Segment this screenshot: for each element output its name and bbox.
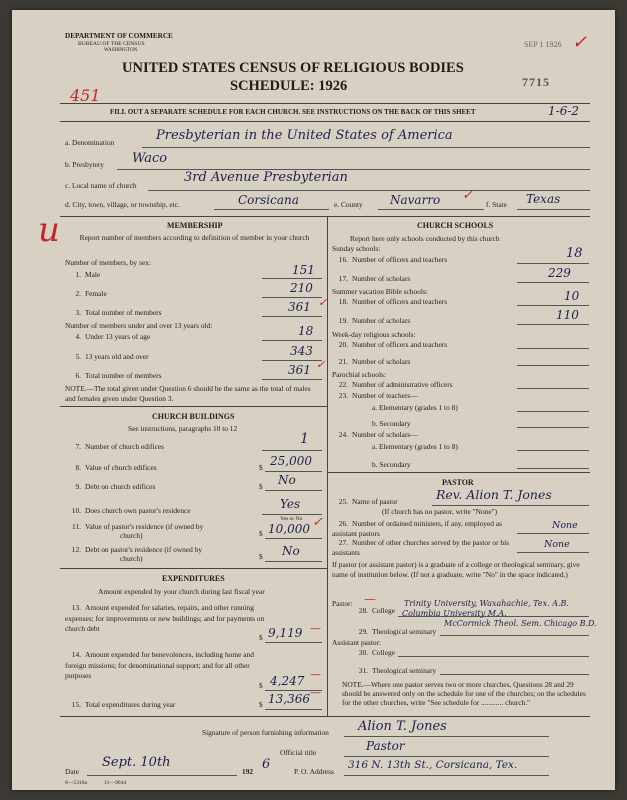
expenditures-instruction: Amount expended by your church during last fiscal year <box>98 587 265 596</box>
label-total-1: Total number of members <box>85 308 162 317</box>
membership-note: NOTE.—The total given under Question 6 should be the same as the total of males and females given under Question 3. <box>65 384 311 403</box>
membership-heading: MEMBERSHIP <box>167 221 223 230</box>
dollar-sign-13: $ <box>259 633 263 642</box>
label-college: College <box>372 606 395 615</box>
value-male: 151 <box>292 263 315 277</box>
instructions-line: FILL OUT A SEPARATE SCHEDULE FOR EACH CHURCH. SEE INSTRUCTIONS ON THE BACK OF THIS SHEET <box>110 108 476 116</box>
value-female: 210 <box>290 281 313 295</box>
residence-check: ✓ <box>312 515 323 530</box>
label-q21: Number of scholars <box>352 357 411 366</box>
label-edifices: Number of church edifices <box>85 442 165 451</box>
value-presbytery: Waco <box>132 151 168 166</box>
value-city: Corsicana <box>238 193 299 207</box>
benevolences-mark: — <box>310 668 321 681</box>
bureau-label: BUREAU OF THE CENSUS <box>78 41 145 47</box>
label-q23b: b. Secondary <box>372 419 411 428</box>
value-q17: 229 <box>548 266 571 280</box>
official-title-label: Official title <box>280 748 317 757</box>
year-suffix: 6 <box>262 757 271 772</box>
total-1-check: ✓ <box>318 296 328 309</box>
dollar-sign-12: $ <box>259 552 263 561</box>
date-value: Sept. 10th <box>102 755 171 770</box>
label-local-name: c. Local name of church <box>65 181 137 190</box>
yes-or-no-hint: Yes or No <box>280 516 303 522</box>
value-expense-salaries: 9,119 <box>268 626 303 640</box>
value-local-name: 3rd Avenue Presbyterian <box>184 170 348 185</box>
census-schedule-sheet: DEPARTMENT OF COMMERCE BUREAU OF THE CENSUS WASHINGTON UNITED STATES CENSUS OF RELIGIOUS BODIES SCHEDULE: 1926 451 7715 SEP 1 1926 ✓ FILL OUT A SEPARATE SCHEDULE FOR EACH CHURCH. SEE INSTRUCTIONS ON THE BACK OF THIS SHEET 1-6-2 a. Denomination Presbyterian in the United States of America b. Presbytery Waco c. Local name of church 3rd Avenue Presbyterian d. City, town, village, or township, etc. Corsicana e. County Navarro ✓ f. State Texas u MEMBERSHIP Report number of members according to definition of member in your church Number of members, by sex: 1. Male 151 2. Female 210 3. Total number of members 361 ✓ Number of members under and over 13 years old: 4. Under 13 years of age 18 5. 13 years old and over 343 6. Total number of members 361 ✓ NOTE.—The total given under Question 6 should be the same as the total of males and females given under Question 3. CHURCH BUILDINGS See instructions, paragraphs 10 to 12 7. Number of church edifices 1 8. Value of church edifices $ 25,000 9. Debt on church edifices $ No 10. Does church own pastor's residence Yes Yes or No 11. Value of pastor's residence (if owned by church) $ 10,000 ✓ 12. Debt on pastor's residence (if owned by church) $ No EXPENDITURES Amount expended by your church during last fiscal year 13. Amount expended for salaries, repairs, and other running expenses; for improvements or new buildings; and for payments on church debt $ 9,119 — 14. Amount expended for benevolences, including home and foreign missions; for denominational support; and for all other purposes $ 4,247 — 15. Total expenditures during year $ 13,366 — CHURCH SCHOOLS Report here only schools conducted by this church Sunday schools: 16. Number of officers and teachers 18 17. Number of scholars 229 Summer vacation Bible schools: 18. Number of officers and teachers 10 19. Number of scholars 110 Week-day religious schools: 20. Number of officers and teachers 21. Number of scholars Parochial schools: 22. Number of administrative officers 23. Number of teachers— a. Elementary (grades 1 to 8) b. Secondary 24. Number of scholars— a. Elementary (grades 1 to 8) b. Secondary PASTOR 25. Name of pastor Rev. Alion T. Jones (If church has no pastor, write "None") 26. Number of ordained ministers, if any, employed as assistant pastors None 27. Number of other churches served by the pastor or his assistants None If pastor (or assistant pastor) is a graduate of a college or theological seminary, give name of institution below. (If not a graduate, write "No" in the space indicated.) Pastor: — 28. College Trinity University, Waxahachie, Tex. A.B. Columbia University M.A. 29. Theological seminary McCormick Theol. Sem. Chicago B.D. Assistant pastor: 30. College 31. Theological seminary NOTE.—Where one pastor serves two or more churches, Questions 28 and 29 should be answered only on the schedule for one of the churches; on the schedules for the other churches, write "See schedule for ............ church." Signature of person furnishing information Alion T. Jones Official title Pastor Date Sept. 10th 192 6 P. O. Address 316 N. 13th St., Corsicana, Tex. 8—5318a 11—9044 <box>12 10 615 790</box>
label-edifice-value: Value of church edifices <box>85 463 157 472</box>
label-city: d. City, town, village, or township, etc. <box>65 200 180 209</box>
signature-label: Signature of person furnishing information <box>202 728 329 737</box>
label-q24a: a. Elementary (grades 1 to 8) <box>372 442 458 451</box>
buildings-instruction: See instructions, paragraphs 10 to 12 <box>128 424 238 433</box>
value-total-2: 361 <box>288 363 311 377</box>
value-expense-benevolences: 4,247 <box>270 674 305 688</box>
county-checkmark: ✓ <box>462 188 473 203</box>
label-total-2: Total number of members <box>85 371 162 380</box>
label-q23a: a. Elementary (grades 1 to 8) <box>372 403 458 412</box>
value-total-1: 361 <box>288 300 311 314</box>
red-handwritten-number: 451 <box>70 86 101 105</box>
value-residence-debt: No <box>282 544 300 558</box>
label-denomination: a. Denomination <box>65 138 115 147</box>
buildings-heading: CHURCH BUILDINGS <box>152 412 235 421</box>
dollar-sign-11: $ <box>259 529 263 538</box>
form-title: UNITED STATES CENSUS OF RELIGIOUS BODIES <box>122 60 464 76</box>
label-q20: Number of officers and teachers <box>352 340 448 349</box>
value-expense-total: 13,366 <box>268 692 310 706</box>
official-title-value: Pastor <box>366 739 405 753</box>
signature-value: Alion T. Jones <box>358 719 447 734</box>
vacation-schools-label: Summer vacation Bible schools: <box>332 287 428 296</box>
label-presbytery: b. Presbytery <box>65 160 104 169</box>
total-mark: — <box>310 686 321 699</box>
label-pastor-prefix: Pastor: <box>332 599 353 608</box>
weekday-schools-label: Week-day religious schools: <box>332 330 416 339</box>
label-seminary: Theological seminary <box>372 627 437 636</box>
value-seminary: McCormick Theol. Sem. Chicago B.D. <box>444 619 597 628</box>
expenditures-heading: EXPENDITURES <box>162 574 225 583</box>
label-edifice-debt: Debt on church edifices <box>85 482 156 491</box>
residence-value-paren: church) <box>120 531 143 540</box>
value-edifice-debt: No <box>278 473 296 487</box>
total-2-check: ✓ <box>316 358 326 371</box>
label-college-30: College <box>372 648 395 657</box>
address-value: 316 N. 13th St., Corsicana, Tex. <box>348 759 518 771</box>
label-q24: Number of scholars— <box>352 430 418 439</box>
label-q23: Number of teachers— <box>352 391 418 400</box>
label-residence-value: Value of pastor's residence (if owned by <box>85 522 204 531</box>
dollar-sign-14: $ <box>259 681 263 690</box>
year-prefix: 192 <box>242 767 254 776</box>
red-letter-mark: u <box>38 210 60 250</box>
received-stamp: SEP 1 1926 <box>524 40 562 49</box>
label-q22: Number of administrative officers <box>352 380 453 389</box>
label-county: e. County <box>334 200 363 209</box>
residence-debt-paren: church) <box>120 554 143 563</box>
label-expense-benevolences: Amount expended for benevolences, including home and foreign missions; for denominational support; and for all other purposes <box>65 650 254 680</box>
pastor-red-mark: — <box>364 592 376 606</box>
label-13-over: 13 years old and over <box>85 352 149 361</box>
label-expense-salaries: Amount expended for salaries, repairs, and other running expenses; for improvements or new buildings; and for payments on church debt <box>65 603 265 633</box>
label-female: Female <box>85 289 107 298</box>
value-13-over: 343 <box>290 344 313 358</box>
value-q18: 10 <box>564 289 580 303</box>
date-label: Date <box>65 767 79 776</box>
parochial-schools-label: Parochial schools: <box>332 370 386 379</box>
pastor-note: NOTE.—Where one pastor serves two or more churches, Questions 28 and 29 should be answered only on the schedule for one of the churches; on the schedules for the other churches, write "See schedule for ............ church." <box>342 680 586 708</box>
value-pastor-residence: Yes <box>280 497 301 511</box>
value-under-13: 18 <box>298 324 314 338</box>
dollar-sign-9: $ <box>259 482 263 491</box>
membership-instruction: Report number of members according to definition of member in your church <box>79 233 310 242</box>
label-seminary-31: Theological seminary <box>372 666 437 675</box>
address-label: P. O. Address <box>294 767 334 776</box>
schools-heading: CHURCH SCHOOLS <box>417 221 494 230</box>
label-under-13: Under 13 years of age <box>85 332 151 341</box>
label-pastor-residence: Does church own pastor's residence <box>85 506 191 515</box>
label-residence-debt: Debt on pastor's residence (if owned by <box>85 545 203 554</box>
handwritten-code: 1-6-2 <box>548 104 580 118</box>
label-state: f. State <box>486 200 507 209</box>
value-county: Navarro <box>390 193 441 207</box>
label-q16: Number of officers and teachers <box>352 255 448 264</box>
value-edifice-value: 25,000 <box>270 454 312 468</box>
membership-sex-label: Number of members, by sex: <box>65 258 151 267</box>
label-q24b: b. Secondary <box>372 460 411 469</box>
assistant-pastor-label: Assistant pastor: <box>332 638 382 647</box>
city-label: WASHINGTON <box>104 48 138 53</box>
value-residence-value: 10,000 <box>268 522 310 536</box>
value-college-1: Trinity University, Waxahachie, Tex. A.B. <box>404 599 569 608</box>
dollar-sign-15: $ <box>259 700 263 709</box>
value-other-churches: None <box>544 539 570 550</box>
label-pastor-name: Name of pastor <box>352 497 398 506</box>
label-q19: Number of scholars <box>352 316 411 325</box>
schedule-title: SCHEDULE: 1926 <box>230 78 348 94</box>
print-number: 11—9044 <box>104 780 127 786</box>
membership-age-label: Number of members under and over 13 years old: <box>65 321 213 330</box>
value-q16: 18 <box>566 246 583 261</box>
value-college-2: Columbia University M.A. <box>402 609 507 618</box>
sunday-schools-label: Sunday schools: <box>332 244 381 253</box>
label-q17: Number of scholars <box>352 274 411 283</box>
label-expense-total: Total expenditures during year <box>85 700 176 709</box>
value-state: Texas <box>526 192 561 206</box>
pastor-heading: PASTOR <box>442 478 474 487</box>
red-checkmark: ✓ <box>572 32 588 53</box>
value-denomination: Presbyterian in the United States of America <box>156 128 453 143</box>
value-edifices: 1 <box>300 431 309 447</box>
dollar-sign-8: $ <box>259 463 263 472</box>
pastor-none-hint: (If church has no pastor, write "None") <box>382 507 498 516</box>
schools-instruction: Report here only schools conducted by this church <box>350 234 500 243</box>
department-label: DEPARTMENT OF COMMERCE <box>65 32 173 40</box>
salaries-mark: — <box>310 622 321 635</box>
value-assistant-pastors: None <box>552 520 578 531</box>
label-q18: Number of officers and teachers <box>352 297 448 306</box>
label-other-churches: Number of other churches served by the pastor or his assistants <box>332 538 510 557</box>
graduate-instruction: If pastor (or assistant pastor) is a graduate of a college or theological seminary, give name of institution below. (If not a graduate, write "No" in the space indicated.) <box>332 560 580 579</box>
label-male: Male <box>85 270 101 279</box>
value-q19: 110 <box>556 308 579 322</box>
stamp-number: 7715 <box>522 75 550 89</box>
form-number: 8—5318a <box>65 780 88 786</box>
value-pastor-name: Rev. Alion T. Jones <box>436 487 552 502</box>
label-assistant-pastors: Number of ordained ministers, if any, employed as assistant pastors <box>332 519 502 538</box>
